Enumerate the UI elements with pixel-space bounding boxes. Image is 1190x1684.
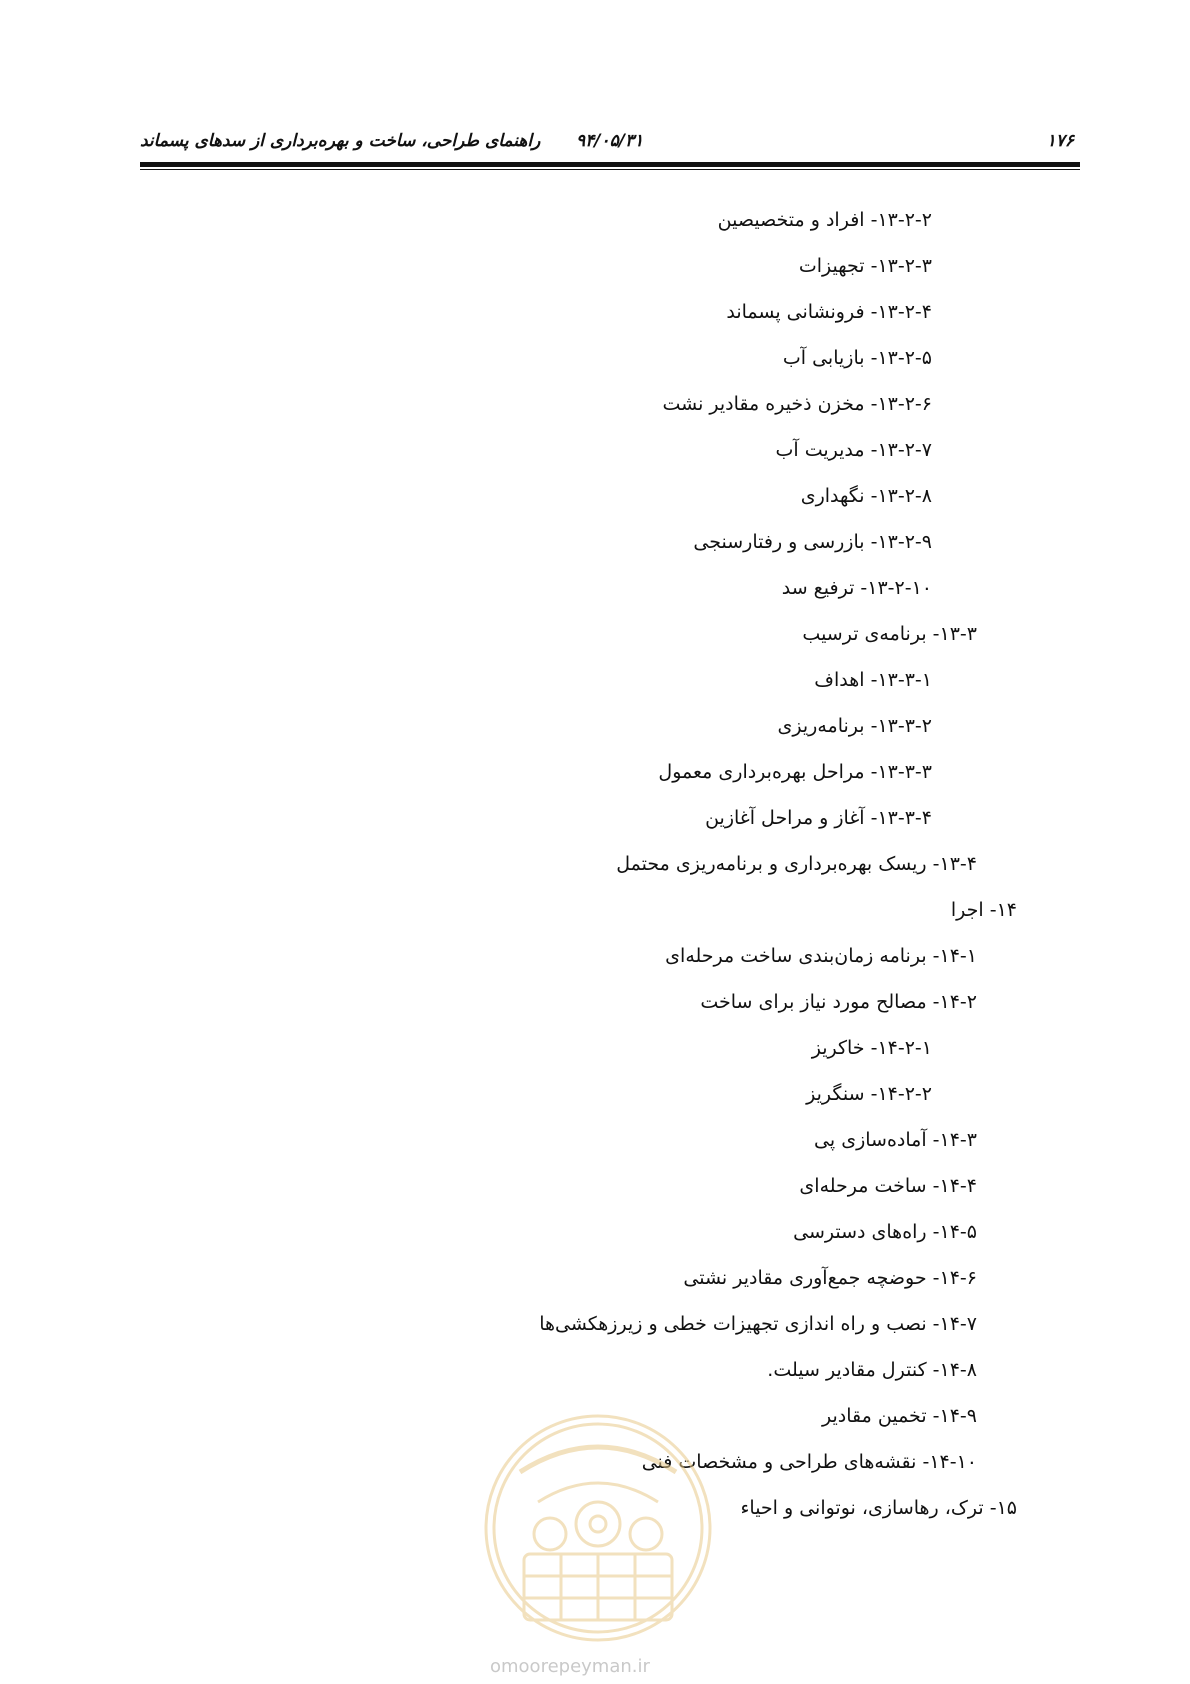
toc-item: ۱۳-۳-۴- آغاز و مراحل آغازین	[705, 807, 932, 829]
toc-item: ۱۴-۶- حوضچه جمع‌آوری مقادیر نشتی	[683, 1267, 977, 1289]
toc-item: ۱۴-۳- آماده‌سازی پی	[814, 1129, 977, 1151]
running-title: راهنمای طراحی، ساخت و بهره‌برداری از سدهای پسماند	[140, 131, 541, 151]
toc-item: ۱۳-۲-۹- بازرسی و رفتارسنجی	[693, 531, 932, 553]
toc-item: ۱۴-۹- تخمین مقادیر	[822, 1405, 977, 1427]
toc-item: ۱۴-۲-۲- سنگریز	[806, 1083, 932, 1105]
toc-item: ۱۴-۱۰- نقشه‌های طراحی و مشخصات فنی	[641, 1451, 977, 1473]
toc-item: ۱۳-۲-۴- فرونشانی پسماند	[726, 301, 932, 323]
toc-item: ۱۴-۲-۱- خاکریز	[811, 1037, 932, 1059]
toc-item: ۱۳-۳- برنامه‌ی ترسیب	[802, 623, 977, 645]
page-header	[140, 128, 1080, 158]
toc-item: ۱۳-۲-۲- افراد و متخصیصین	[717, 209, 932, 231]
toc-item: ۱۳-۲-۵- بازیابی آب	[782, 347, 932, 369]
toc-item: ۱۴-۱- برنامه زمان‌بندی ساخت مرحله‌ای	[665, 945, 977, 967]
header-rule-thin	[140, 169, 1080, 170]
toc-item: ۱۳-۳-۲- برنامه‌ریزی	[777, 715, 932, 737]
toc-item: ۱۴-۸- کنترل مقادیر سیلت.	[767, 1359, 977, 1381]
toc-item: ۱۴-۲- مصالح مورد نیاز برای ساخت	[700, 991, 977, 1013]
toc-item: ۱۳-۲-۷- مدیریت آب	[775, 439, 932, 461]
toc-item: ۱۳-۳-۳- مراحل بهره‌برداری معمول	[658, 761, 932, 783]
toc-item: ۱۴-۵- راه‌های دسترسی	[793, 1221, 977, 1243]
toc-item: ۱۳-۲-۱۰- ترفیع سد	[781, 577, 932, 599]
toc-item: ۱۳-۲-۸- نگهداری	[800, 485, 932, 507]
toc-item: ۱۳-۲-۳- تجهیزات	[798, 255, 932, 277]
toc-item: ۱۴-۷- نصب و راه اندازی تجهیزات خطی و زیرزهکشی‌ها	[539, 1313, 977, 1335]
toc-item: ۱۳-۳-۱- اهداف	[814, 669, 932, 691]
page-number: ۱۷۶	[1046, 131, 1074, 151]
toc-item: ۱۴- اجرا	[950, 899, 1017, 921]
toc-item: ۱۳-۴- ریسک بهره‌برداری و برنامه‌ریزی محتمل	[616, 853, 977, 875]
header-rule-thick	[140, 162, 1080, 167]
toc-item: ۱۴-۴- ساخت مرحله‌ای	[799, 1175, 977, 1197]
watermark-caption: omoorepeyman.ir	[490, 1656, 650, 1677]
header-date: ۹۴/۰۵/۳۱	[576, 131, 644, 151]
toc-item: ۱۳-۲-۶- مخزن ذخیره مقادیر نشت	[662, 393, 932, 415]
toc-item: ۱۵- ترک، رهاسازی، نوتوانی و احیاء	[740, 1497, 1017, 1519]
seal-logo-icon	[478, 1408, 718, 1648]
